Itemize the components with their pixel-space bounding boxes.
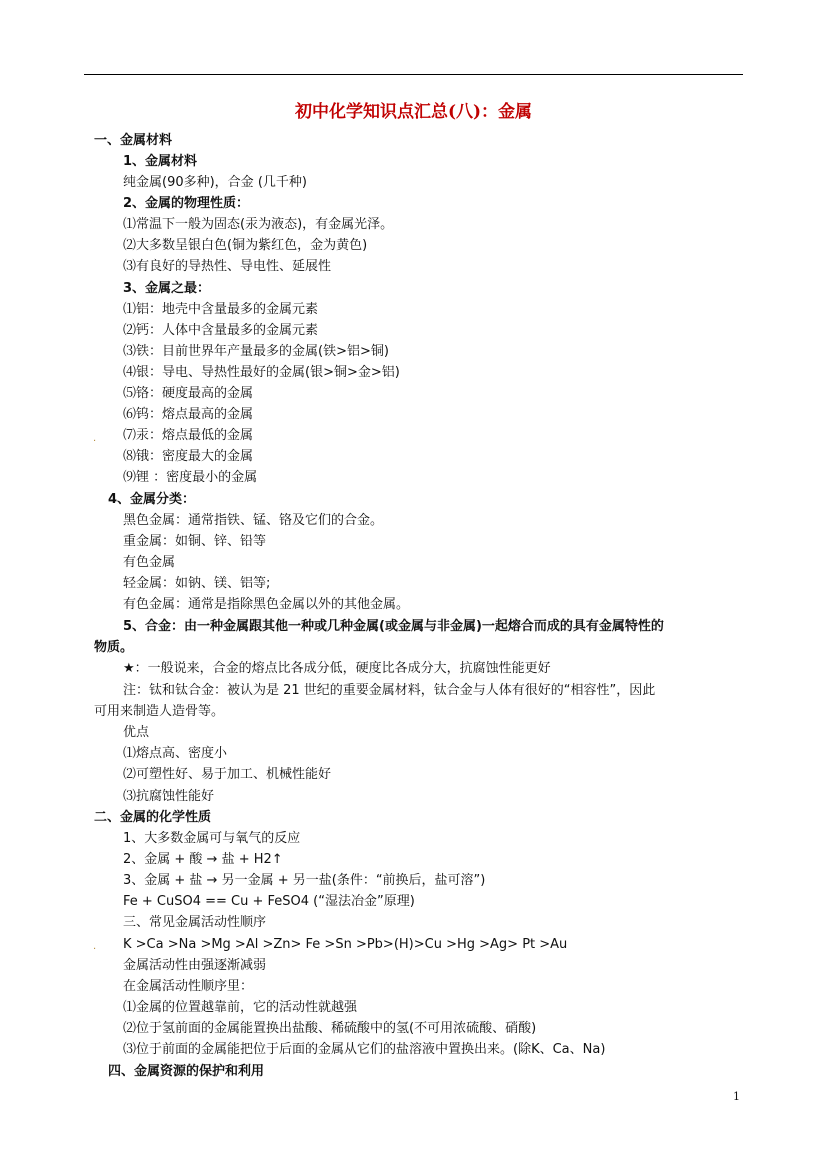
text-line: ⑵钙：人体中含量最多的金属元素 <box>123 323 319 338</box>
text-line: 优点 <box>123 725 150 740</box>
text-line: ⑴金属的位置越靠前，它的活动性就越强 <box>123 1000 358 1015</box>
text-line: ⑴熔点高、密度小 <box>123 746 228 761</box>
text-line: 2、金属的物理性质： <box>123 196 250 211</box>
text-line: 1、大多数金属可与氧气的反应 <box>123 831 301 846</box>
text-line: 四、金属资源的保护和利用 <box>108 1064 265 1079</box>
text-line: 重金属：如铜、锌、铅等 <box>123 534 267 549</box>
text-line: 二、金属的化学性质 <box>94 810 212 825</box>
text-line: K >Ca >Na >Mg >Al >Zn> Fe >Sn >Pb>(H)>Cu >Hg >Ag> Pt >Au <box>123 937 568 952</box>
text-line: 纯金属(90多种)，合金 (几千种) <box>123 175 307 190</box>
text-line: ⑼锂 ：密度最小的金属 <box>123 470 258 485</box>
text-line: 黑色金属：通常指铁、锰、铬及它们的合金。 <box>123 513 384 528</box>
text-line: ⑹钨：熔点最高的金属 <box>123 407 254 422</box>
text-line: 一、金属材料 <box>94 133 173 148</box>
text-line: ⑵大多数呈银白色(铜为紫红色，金为黄色) <box>123 238 368 253</box>
text-line: ⑶位于前面的金属能把位于后面的金属从它们的盐溶液中置换出来。(除K、Ca、Na) <box>123 1042 606 1057</box>
text-line: 5、合金：由一种金属跟其他一种或几种金属(或金属与非金属)一起熔合而成的具有金属特性的 <box>123 619 664 634</box>
text-line: 有色金属 <box>123 555 176 570</box>
text-line: ⑵可塑性好、易于加工、机械性能好 <box>123 767 332 782</box>
text-line: ⑻锇：密度最大的金属 <box>123 449 254 464</box>
text-line: 1、金属材料 <box>123 154 198 169</box>
text-line: ★：一般说来，合金的熔点比各成分低，硬度比各成分大，抗腐蚀性能更好 <box>123 661 551 676</box>
text-line: ⑵位于氢前面的金属能置换出盐酸、稀硫酸中的氢(不可用浓硫酸、硝酸) <box>123 1021 537 1036</box>
text-line: 三、常见金属活动性顺序 <box>123 915 267 930</box>
text-line: ⑶抗腐蚀性能好 <box>123 789 215 804</box>
text-line: 在金属活动性顺序里： <box>123 979 254 994</box>
text-line: 3、金属之最： <box>123 281 211 296</box>
text-line: 有色金属：通常是指除黑色金属以外的其他金属。 <box>123 597 410 612</box>
text-line: 金属活动性由强逐渐减弱 <box>123 958 267 973</box>
text-line: ⑺汞：熔点最低的金属 <box>123 428 254 443</box>
text-line: 3、金属 + 盐 → 另一金属 + 另一盐(条件：“前换后，盐可溶”) <box>123 873 486 888</box>
text-line: ⑴常温下一般为固态(汞为液态)，有金属光泽。 <box>123 217 394 232</box>
page-number: 1 <box>733 1090 740 1103</box>
stray-dot: . <box>93 941 97 952</box>
text-line: 注：钛和钛合金：被认为是 21 世纪的重要金属材料，钛合金与人体有很好的“相容性”，因此 <box>123 683 656 698</box>
stray-dot: . <box>93 433 97 444</box>
text-line: 2、金属 + 酸 → 盐 + H2↑ <box>123 852 283 867</box>
text-line: ⑸铬：硬度最高的金属 <box>123 386 254 401</box>
text-line: 可用来制造人造骨等。 <box>94 704 225 719</box>
text-line: Fe + CuSO4 == Cu + FeSO4 (“湿法冶金”原理) <box>123 894 415 909</box>
text-line: 4、金属分类： <box>108 492 196 507</box>
text-line: ⑴铝：地壳中含量最多的金属元素 <box>123 302 319 317</box>
text-line: ⑶铁：目前世界年产量最多的金属(铁>铝>铜) <box>123 344 389 359</box>
page-title: 初中化学知识点汇总(八)：金属 <box>294 102 533 122</box>
text-line: 物质。 <box>94 640 134 655</box>
text-line: ⑷银：导电、导热性最好的金属(银>铜>金>铝) <box>123 365 400 380</box>
text-line: 轻金属：如钠、镁、铝等; <box>123 576 271 591</box>
header-rule <box>84 74 743 75</box>
text-line: ⑶有良好的导热性、导电性、延展性 <box>123 259 332 274</box>
